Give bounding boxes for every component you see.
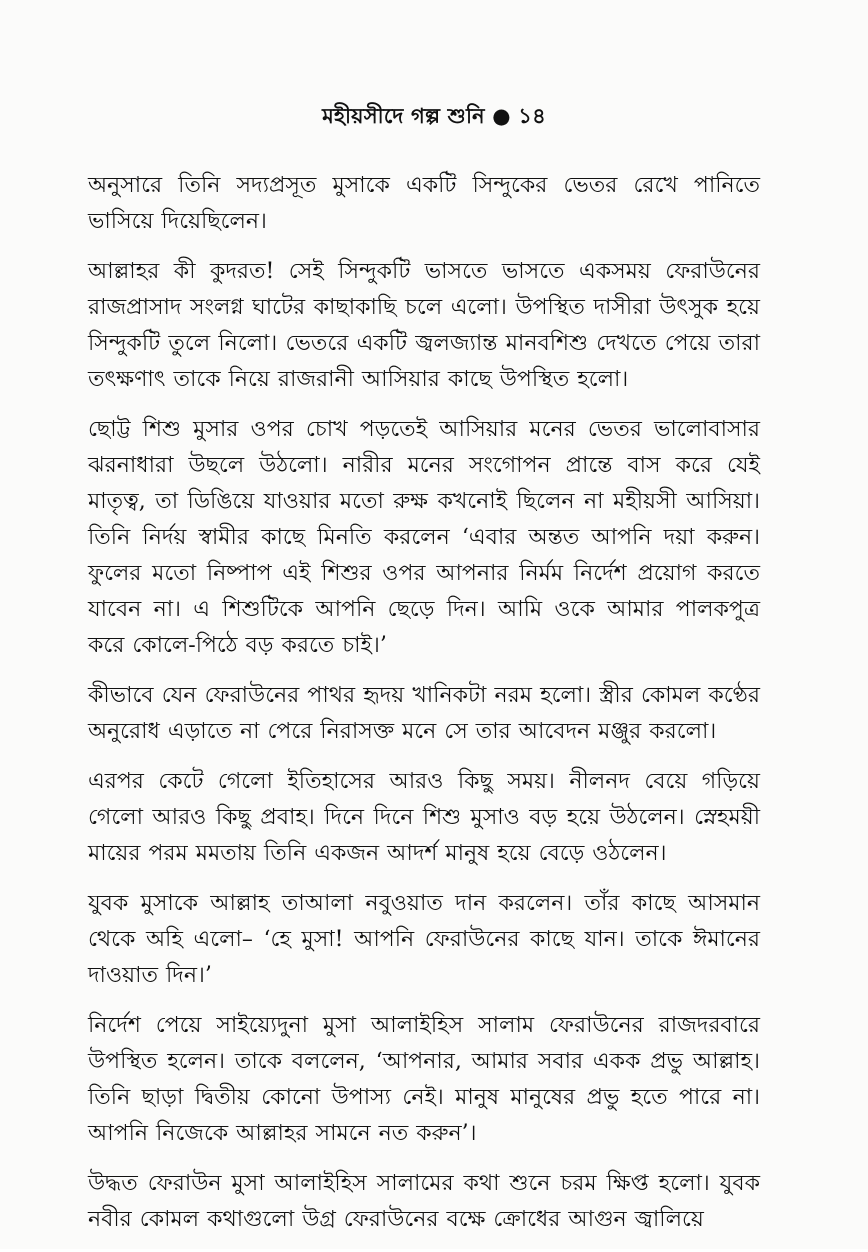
paragraph-4: কীভাবে যেন ফেরাউনের পাথর হৃদয় খানিকটা নরম হলো। স্ত্রীর কোমল কণ্ঠের অনুরোধ এড়াতে না পেরে নিরাসক্ত মনে সে তার আবেদন মঞ্জুর করলো। xyxy=(88,683,760,744)
paragraph-7: নির্দেশ পেয়ে সাইয়্যেদুনা মুসা আলাইহিস সালাম ফেরাউনের রাজদরবারে উপস্থিত হলেন। তাকে বললেন, ‘আপনার, আমার সবার একক প্রভু আল্লাহ। তিনি ছাড়া দ্বিতীয় কোনো উপাস্য নেই। মানুষ মানুষের প্রভু হতে পারে না। আপনি নিজেকে আল্লাহর সামনে নত করুন’। xyxy=(88,1013,760,1146)
paragraph-5: এরপর কেটে গেলো ইতিহাসের আরও কিছু সময়। নীলনদ বেয়ে গড়িয়ে গেলো আরও কিছু প্রবাহ। দিনে দিনে শিশু মুসাও বড় হয়ে উঠলেন। স্নেহময়ী মায়ের পরম মমতায় তিনি একজন আদর্শ মানুষ হয়ে বেড়ে ওঠলেন। xyxy=(88,769,760,866)
running-header: মহীয়সীদে গল্প শুনি ● ১৪ xyxy=(322,103,546,128)
paragraph-3: ছোট্ট শিশু মুসার ওপর চোখ পড়তেই আসিয়ার মনের ভেতর ভালোবাসার ঝরনাধারা উছলে উঠলো। নারীর মনের সংগোপন প্রান্তে বাস করে যেই মাতৃত্ব, তা ডিঙিয়ে যাওয়ার মতো রুক্ষ কখনোই ছিলেন না মহীয়সী আসিয়া। তিনি নির্দয় স্বামীর কাছে মিনতি করলেন ‘এবার অন্তত আপনি দয়া করুন। ফুলের মতো নিষ্পাপ এই শিশুর ওপর আপনার নির্মম নির্দেশ প্রয়োগ করতে যাবেন না। এ শিশুটিকে আপনি ছেড়ে দিন। আমি ওকে আমার পালকপুত্র করে কোলে-পিঠে বড় করতে চাই।’ xyxy=(88,417,760,658)
paragraph-1: অনুসারে তিনি সদ্যপ্রসূত মুসাকে একটি সিন্দুকের ভেতর রেখে পানিতে ভাসিয়ে দিয়েছিলেন। xyxy=(88,173,760,234)
paragraph-8: উদ্ধত ফেরাউন মুসা আলাইহিস সালামের কথা শুনে চরম ক্ষিপ্ত হলো। যুবক নবীর কোমল কথাগুলো উগ্র ফেরাউনের বক্ষে ক্রোধের আগুন জ্বালিয়ে xyxy=(88,1171,760,1232)
paragraph-6: যুবক মুসাকে আল্লাহ তাআলা নবুওয়াত দান করলেন। তাঁর কাছে আসমান থেকে অহি এলো– ‘হে মুসা! আপনি ফেরাউনের কাছে যান। তাকে ঈমানের দাওয়াত দিন।’ xyxy=(88,891,760,988)
paragraph-2: আল্লাহর কী কুদরত! সেই সিন্দুকটি ভাসতে ভাসতে একসময় ফেরাউনের রাজপ্রাসাদ সংলগ্ন ঘাটের কাছাকাছি চলে এলো। উপস্থিত দাসীরা উৎসুক হয়ে সিন্দুকটি তুলে নিলো। ভেতরে একটি জ্বলজ্যান্ত মানবশিশু দেখতে পেয়ে তারা তৎক্ষণাৎ তাকে নিয়ে রাজরানী আসিয়ার কাছে উপস্থিত হলো। xyxy=(88,259,760,392)
body-text xyxy=(88,168,760,1252)
